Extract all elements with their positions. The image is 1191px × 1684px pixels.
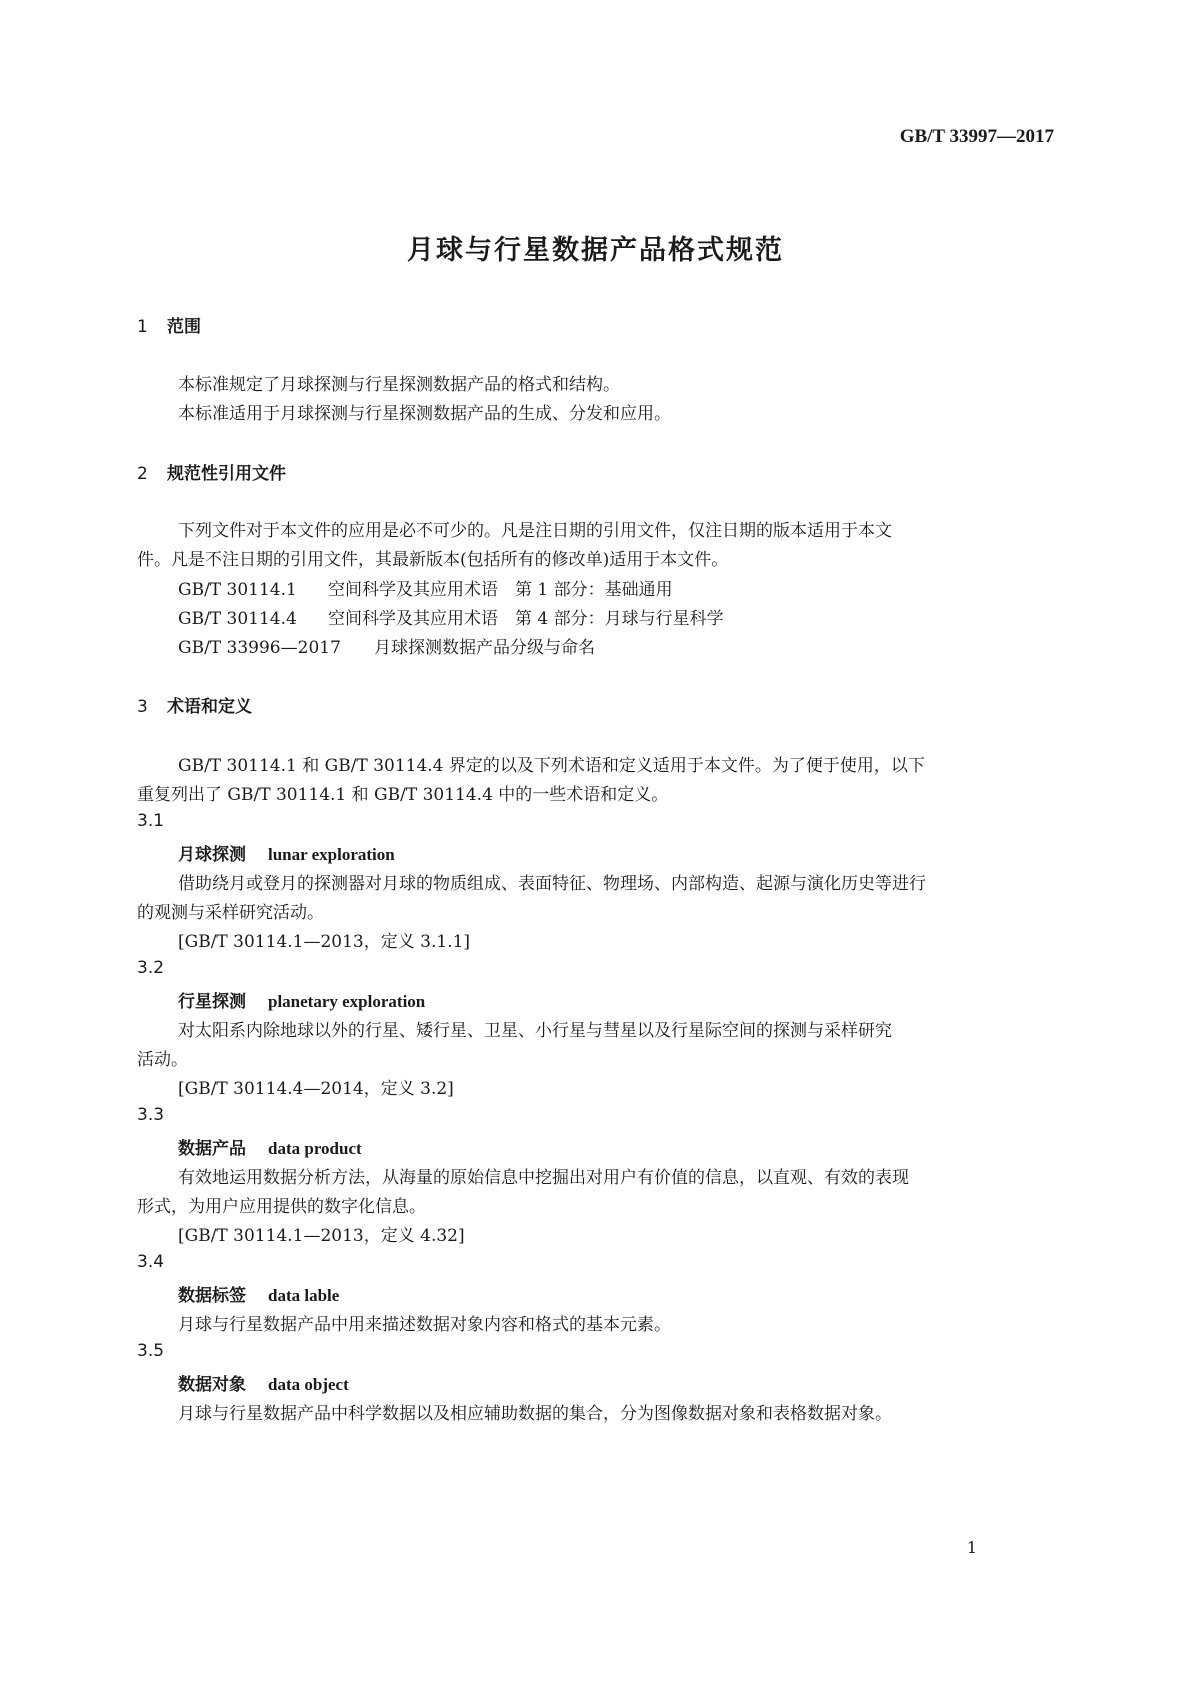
reference-code: GB/T 30114.4 bbox=[178, 609, 297, 629]
section-number: 2 bbox=[137, 464, 148, 484]
term-zh: 行星探测 bbox=[178, 992, 246, 1012]
term-en: data lable bbox=[268, 1286, 340, 1305]
section-number: 3 bbox=[137, 697, 148, 717]
reference-code: GB/T 33996—2017 bbox=[178, 638, 341, 658]
terms-intro-line-1: GB/T 30114.1 和 GB/T 30114.4 界定的以及下列术语和定义适用于本文件。为了便于使用，以下 bbox=[178, 756, 925, 776]
term-heading bbox=[178, 987, 425, 1012]
section-title: 规范性引用文件 bbox=[167, 464, 286, 484]
reference-title: 月球探测数据产品分级与命名 bbox=[374, 638, 595, 658]
term-heading bbox=[178, 840, 395, 865]
term-number: 3.2 bbox=[137, 958, 165, 978]
term-definition-line-1: 有效地运用数据分析方法，从海量的原始信息中挖掘出对用户有价值的信息，以直观、有效的表现 bbox=[178, 1168, 909, 1188]
term-definition-line-1: 借助绕月或登月的探测器对月球的物质组成、表面特征、物理场、内部构造、起源与演化历史等进行 bbox=[178, 874, 926, 894]
term-source: [GB/T 30114.4—2014，定义 3.2] bbox=[178, 1079, 454, 1099]
term-source: [GB/T 30114.1—2013，定义 3.1.1] bbox=[178, 932, 471, 952]
section-3-heading bbox=[137, 692, 252, 717]
term-source: [GB/T 30114.1—2013，定义 4.32] bbox=[178, 1226, 465, 1246]
section-1-heading bbox=[137, 312, 201, 337]
terms-intro-line-2: 重复列出了 GB/T 30114.1 和 GB/T 30114.4 中的一些术语和定义。 bbox=[137, 785, 669, 805]
term-definition-line-1: 月球与行星数据产品中用来描述数据对象内容和格式的基本元素。 bbox=[178, 1315, 671, 1335]
references-intro-line-1: 下列文件对于本文件的应用是必不可少的。凡是注日期的引用文件，仅注日期的版本适用于本文 bbox=[178, 521, 892, 541]
term-definition-line-1: 对太阳系内除地球以外的行星、矮行星、卫星、小行星与彗星以及行星际空间的探测与采样研究 bbox=[178, 1021, 892, 1041]
reference-title: 空间科学及其应用术语 第 1 部分：基础通用 bbox=[328, 580, 673, 600]
term-definition-line-1: 月球与行星数据产品中科学数据以及相应辅助数据的集合，分为图像数据对象和表格数据对象。 bbox=[178, 1404, 892, 1424]
term-number: 3.5 bbox=[137, 1341, 165, 1361]
term-en: lunar exploration bbox=[268, 845, 395, 864]
term-en: data product bbox=[268, 1139, 362, 1158]
document-title: 月球与行星数据产品格式规范 bbox=[407, 235, 784, 266]
term-number: 3.1 bbox=[137, 811, 165, 831]
section-2-heading bbox=[137, 459, 286, 484]
reference-item bbox=[178, 575, 673, 600]
term-en: planetary exploration bbox=[268, 992, 426, 1011]
term-heading bbox=[178, 1370, 349, 1395]
reference-title: 空间科学及其应用术语 第 4 部分：月球与行星科学 bbox=[328, 609, 724, 629]
term-zh: 数据标签 bbox=[178, 1286, 246, 1306]
term-heading bbox=[178, 1134, 362, 1159]
reference-item bbox=[178, 604, 724, 629]
term-definition-line-2: 形式，为用户应用提供的数字化信息。 bbox=[137, 1197, 426, 1217]
section-title: 术语和定义 bbox=[167, 697, 252, 717]
references-intro-line-2: 件。凡是不注日期的引用文件，其最新版本(包括所有的修改单)适用于本文件。 bbox=[137, 550, 729, 570]
term-heading bbox=[178, 1281, 339, 1306]
section-number: 1 bbox=[137, 317, 148, 337]
term-en: data object bbox=[268, 1375, 349, 1394]
term-number: 3.3 bbox=[137, 1105, 165, 1125]
term-zh: 月球探测 bbox=[178, 845, 246, 865]
term-zh: 数据产品 bbox=[178, 1139, 246, 1159]
section-title: 范围 bbox=[167, 317, 201, 337]
reference-code: GB/T 30114.1 bbox=[178, 580, 297, 600]
scope-paragraph-1: 本标准规定了月球探测与行星探测数据产品的格式和结构。 bbox=[178, 375, 620, 395]
term-definition-line-2: 活动。 bbox=[137, 1050, 188, 1070]
reference-item bbox=[178, 633, 595, 658]
term-zh: 数据对象 bbox=[178, 1375, 246, 1395]
scope-paragraph-2: 本标准适用于月球探测与行星探测数据产品的生成、分发和应用。 bbox=[178, 404, 671, 424]
term-definition-line-2: 的观测与采样研究活动。 bbox=[137, 903, 324, 923]
page-number: 1 bbox=[966, 1538, 977, 1557]
standard-code: GB/T 33997—2017 bbox=[899, 126, 1054, 147]
term-number: 3.4 bbox=[137, 1252, 165, 1272]
